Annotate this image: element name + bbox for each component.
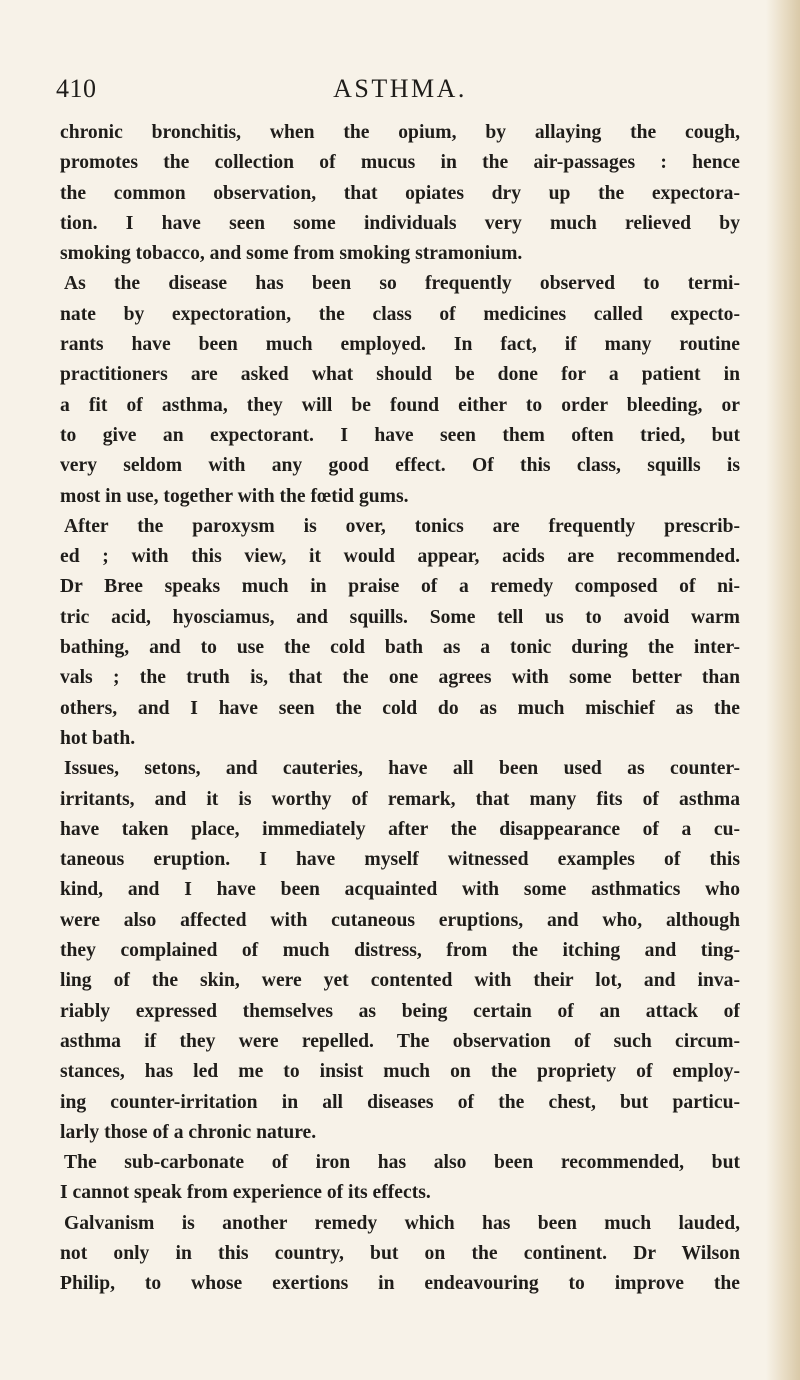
text-line: Dr Bree speaks much in praise of a remedy composed of ni-: [60, 576, 740, 598]
text-line: chronic bronchitis, when the opium, by allaying the cough,: [60, 122, 740, 143]
text-line: to give an expectorant. I have seen them often tried, but: [60, 424, 740, 446]
page-edge-shadow: [766, 0, 800, 1380]
text-line: bathing, and to use the cold bath as a tonic during the inter-: [60, 637, 740, 659]
text-line: nate by expectoration, the class of medicines called expecto-: [60, 303, 740, 325]
text-line: The sub-carbonate of iron has also been recommended, but: [64, 1152, 740, 1174]
text-line: larly those of a chronic nature.: [60, 1121, 317, 1143]
text-line: they complained of much distress, from the itching and ting-: [60, 940, 740, 962]
text-line: tric acid, hyosciamus, and squills. Some tell us to avoid warm: [60, 606, 740, 628]
text-line: not only in this country, but on the continent. Dr Wilson: [60, 1242, 740, 1264]
text-line: riably expressed themselves as being certain of an attack of: [60, 1000, 740, 1022]
text-line: have taken place, immediately after the disappearance of a cu-: [60, 818, 740, 840]
text-line: After the paroxysm is over, tonics are frequently prescrib-: [64, 515, 740, 537]
text-line: practitioners are asked what should be done for a patient in: [60, 364, 740, 386]
running-title: ASTHMA.: [333, 74, 467, 103]
text-line: tion. I have seen some individuals very much relieved by: [60, 212, 740, 234]
text-line: ling of the skin, were yet contented with their lot, and inva-: [60, 970, 740, 992]
text-line: As the disease has been so frequently observed to termi-: [64, 273, 740, 295]
text-line: ing counter-irritation in all diseases of the chest, but particu-: [60, 1091, 740, 1113]
text-line: others, and I have seen the cold do as much mischief as the: [60, 697, 740, 719]
body-text: [60, 118, 740, 1300]
text-line: Philip, to whose exertions in endeavouring to improve the: [60, 1273, 740, 1295]
text-line: I cannot speak from experience of its effects.: [60, 1182, 431, 1204]
text-line: were also affected with cutaneous eruptions, and who, although: [60, 909, 740, 931]
text-line: vals ; the truth is, that the one agrees with some better than: [60, 667, 740, 689]
text-line: Galvanism is another remedy which has been much lauded,: [64, 1212, 740, 1234]
text-line: promotes the collection of mucus in the air-passages : hence: [60, 152, 740, 174]
page-header: [56, 74, 744, 114]
text-line: smoking tobacco, and some from smoking stramonium.: [60, 243, 523, 265]
text-line: a fit of asthma, they will be found either to order bleeding, or: [60, 394, 740, 416]
text-line: most in use, together with the fœtid gums.: [60, 485, 409, 507]
text-line: kind, and I have been acquainted with some asthmatics who: [60, 879, 740, 901]
text-line: very seldom with any good effect. Of this class, squills is: [60, 455, 740, 477]
text-line: Issues, setons, and cauteries, have all been used as counter-: [64, 758, 740, 780]
text-line: ed ; with this view, it would appear, acids are recommended.: [60, 546, 740, 568]
text-line: the common observation, that opiates dry up the expectora-: [60, 182, 740, 204]
text-line: taneous eruption. I have myself witnessed examples of this: [60, 849, 740, 871]
text-line: stances, has led me to insist much on the propriety of employ-: [60, 1061, 740, 1083]
text-line: hot bath.: [60, 727, 136, 749]
text-line: asthma if they were repelled. The observation of such circum-: [60, 1030, 740, 1052]
page-number: 410: [56, 74, 97, 103]
text-line: irritants, and it is worthy of remark, that many fits of asthma: [60, 788, 740, 810]
text-line: rants have been much employed. In fact, if many routine: [60, 334, 740, 356]
